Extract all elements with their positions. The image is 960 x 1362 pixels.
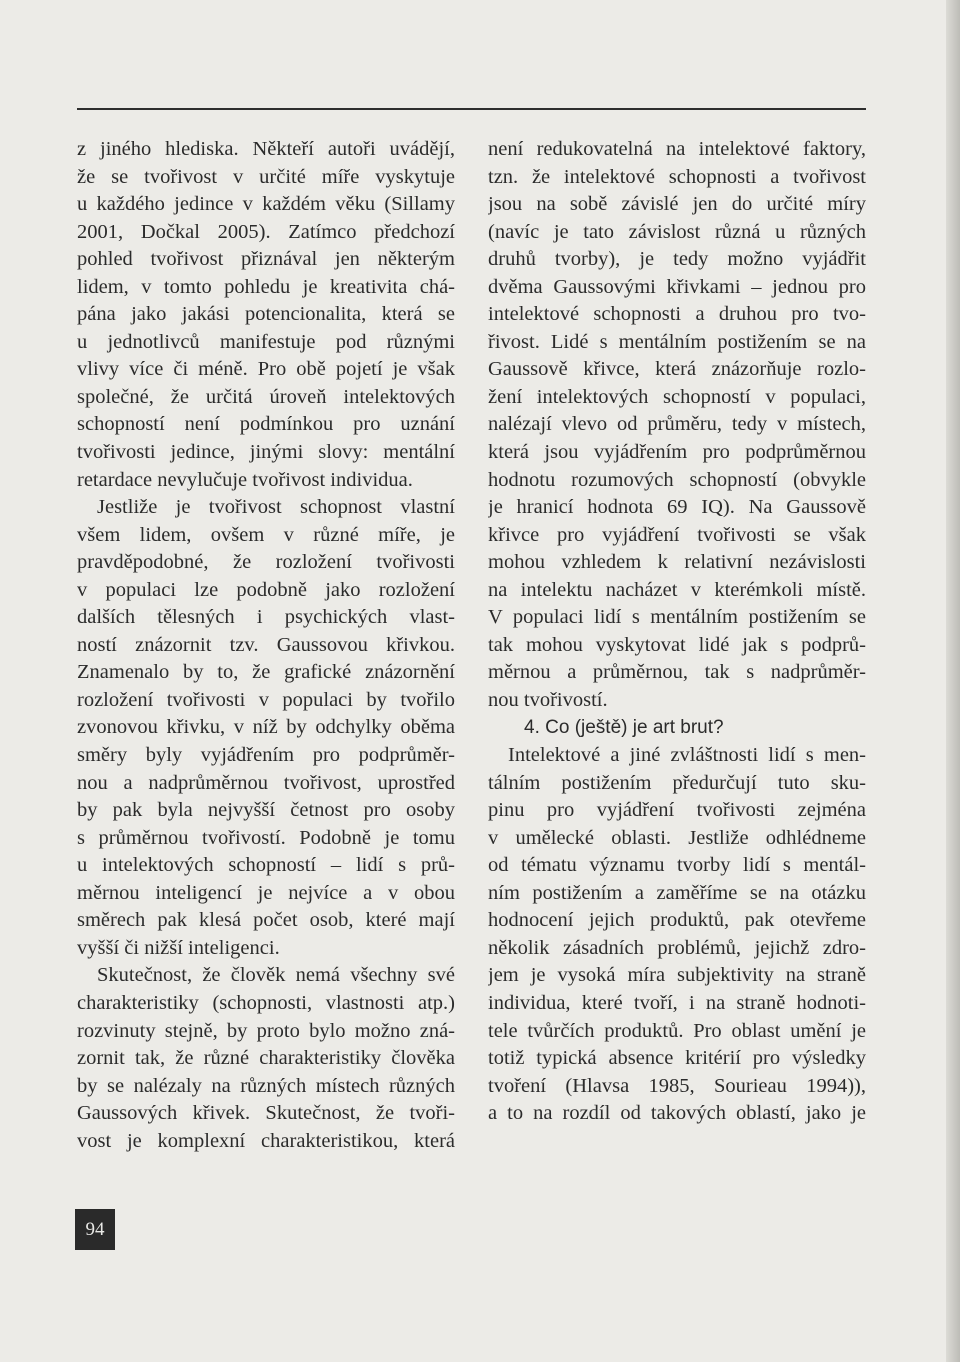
text-line: pinu pro vyjádření tvořivosti zejména [488,799,866,822]
text-line: a to na rozdíl od takových oblastí, jako je [488,1102,866,1125]
header-rule [77,108,866,110]
text-line: tak mohou vyskytovat lidé jak s podprů- [488,633,866,656]
text-line: by se nalézaly na různých místech různých [77,1074,455,1097]
left-column [77,136,455,1155]
page-edge [946,0,960,1362]
text-line: ním postižením a zaměříme se na otázku [488,881,866,904]
text-line: několik zásadních problémů, jejichž zdro- [488,936,866,959]
text-line: Gaussových křivek. Skutečnost, že tvoři- [77,1102,455,1125]
text-line: pravděpodobné, že rozložení tvořivosti [77,551,455,574]
text-line: tele tvůrčích produktů. Pro oblast umění je [488,1019,866,1042]
text-line: mohou vzhledem k relativní nezávislosti [488,551,866,574]
text-line: pána jako jakási potencionalita, která se [77,303,455,326]
text-line: rozvinuty stejně, by proto bylo možno zná- [77,1019,455,1042]
text-line: nou a nadprůměrnou tvořivost, uprostřed [77,771,455,794]
text-line: řivost. Lidé s mentálním postižením se na [488,330,866,353]
text-line: intelektové schopnosti a druhou pro tvo- [488,303,866,326]
text-line: jsou na sobě závislé jen do určité míry [488,193,866,216]
text-line: druhů tvorby), je tedy možno vyjádřit [488,248,866,271]
text-line: dvěma Gaussovými křivkami – jednou pro [488,275,866,298]
text-line: která jsou vyjádřením pro podprůměrnou [488,441,866,464]
text-line: (navíc je tato závislost různá u různých [488,220,866,243]
section-heading: 4. Co (ještě) je art brut? [524,717,724,739]
text-line: totiž typická absence kritérií pro výsledky [488,1047,866,1070]
text-line: dalších tělesných i psychických vlast- [77,606,455,629]
right-column [488,136,866,1128]
text-line: na intelektu nacházet v kterémkoli místě. [488,578,866,601]
text-line: z jiného hlediska. Někteří autoři uvádějí, [77,138,455,160]
text-line: je hranicí hodnota 69 IQ). Na Gaussově [488,496,866,519]
text-line: žení intelektových schopností v populaci, [488,385,866,408]
text-line: jem je vysoká míra subjektivity na straně [488,964,866,987]
text-line: hodnotu rozumových schopností (obvykle [488,468,866,491]
text-line: Gaussově křivce, která znázorňuje rozlo- [488,358,866,381]
text-line: směrech pak klesá počet osob, které mají [77,909,455,932]
text-line: hodnocení jejich produktů, pak otevřeme [488,909,866,932]
text-line: charakteristiky (schopnosti, vlastnosti atp.) [77,991,455,1014]
text-line: měrnou a průměrnou, tak s nadprůměr- [488,661,866,684]
page-number: 94 [75,1209,115,1250]
right-column-body [488,136,866,714]
text-line: individua, které tvoří, i na straně hodnoti- [488,991,866,1014]
text-line: tvoření (Hlavsa 1985, Sourieau 1994)), [488,1074,866,1097]
text-line: Znamenalo by to, že grafické znázornění [77,661,455,684]
text-line: Intelektové a jiné zvláštnosti lidí s men- [508,744,866,767]
text-line: od tématu významu tvorby lidí s mentál- [488,854,866,877]
text-line: křivce pro vyjádření tvořivosti se však [488,523,866,546]
text-line: by pak byla nejvyšší četnost pro osoby [77,799,455,822]
text-line: pohled tvořivost přiznával jen některým [77,248,455,271]
text-line: ností znázornit tzv. Gaussovou křivkou. [77,633,455,656]
text-line: v populaci lze podobně jako rozložení [77,578,455,601]
text-line: zornit tak, že různé charakteristiky člověka [77,1047,455,1070]
text-line: všem lidem, ovšem v různé míře, je [77,523,455,546]
text-line: tzn. že intelektové schopnosti a tvořivost [488,165,866,188]
text-line: lidem, v tomto pohledu je kreativita chá- [77,275,455,298]
text-line: 2001, Dočkal 2005). Zatímco předchozí [77,220,455,243]
text-line: vlivy více či méně. Pro obě pojetí je však [77,358,455,381]
text-line: u každého jedince v každém věku (Sillamy [77,193,455,216]
text-line: tálním postižením předurčují tuto sku- [488,771,866,794]
text-line: že se tvořivost v určité míře vyskytuje [77,165,455,188]
text-line: zvonovou křivku, v níž by odchylky oběma [77,716,455,739]
text-line: nalézají vlevo od průměru, tedy v místech, [488,413,866,436]
right-column-section-body [488,742,866,1128]
text-line: není redukovatelná na intelektové faktory, [488,138,866,160]
text-line: u intelektových schopností – lidí s prů- [77,854,455,877]
text-line: v umělecké oblasti. Jestliže odhlédneme [488,826,866,849]
text-line: retardace nevylučuje tvořivost individua. [77,468,413,491]
text-line: s průměrnou tvořivostí. Podobně je tomu [77,826,455,849]
text-line: tvořivosti jedince, jinými slovy: mentální [77,441,455,464]
text-line: V populaci lidí s mentálním postižením se [488,606,866,629]
text-line: měrnou inteligencí je nejvíce a v obou [77,881,455,904]
text-line: nou tvořivostí. [488,688,608,711]
text-line: rozložení tvořivosti v populaci by tvořilo [77,688,455,711]
text-line: schopností není podmínkou pro uznání [77,413,455,436]
text-line: společné, že určitá úroveň intelektových [77,385,455,408]
text-line: Jestliže je tvořivost schopnost vlastní [97,496,455,519]
text-line: u jednotlivců manifestuje pod různými [77,330,455,353]
text-line: směry byly vyjádřením pro podprůměr- [77,744,455,767]
text-line: Skutečnost, že člověk nemá všechny své [97,964,455,987]
text-line: vyšší či nižší inteligenci. [77,936,280,959]
text-line: vost je komplexní charakteristikou, která [77,1129,455,1152]
